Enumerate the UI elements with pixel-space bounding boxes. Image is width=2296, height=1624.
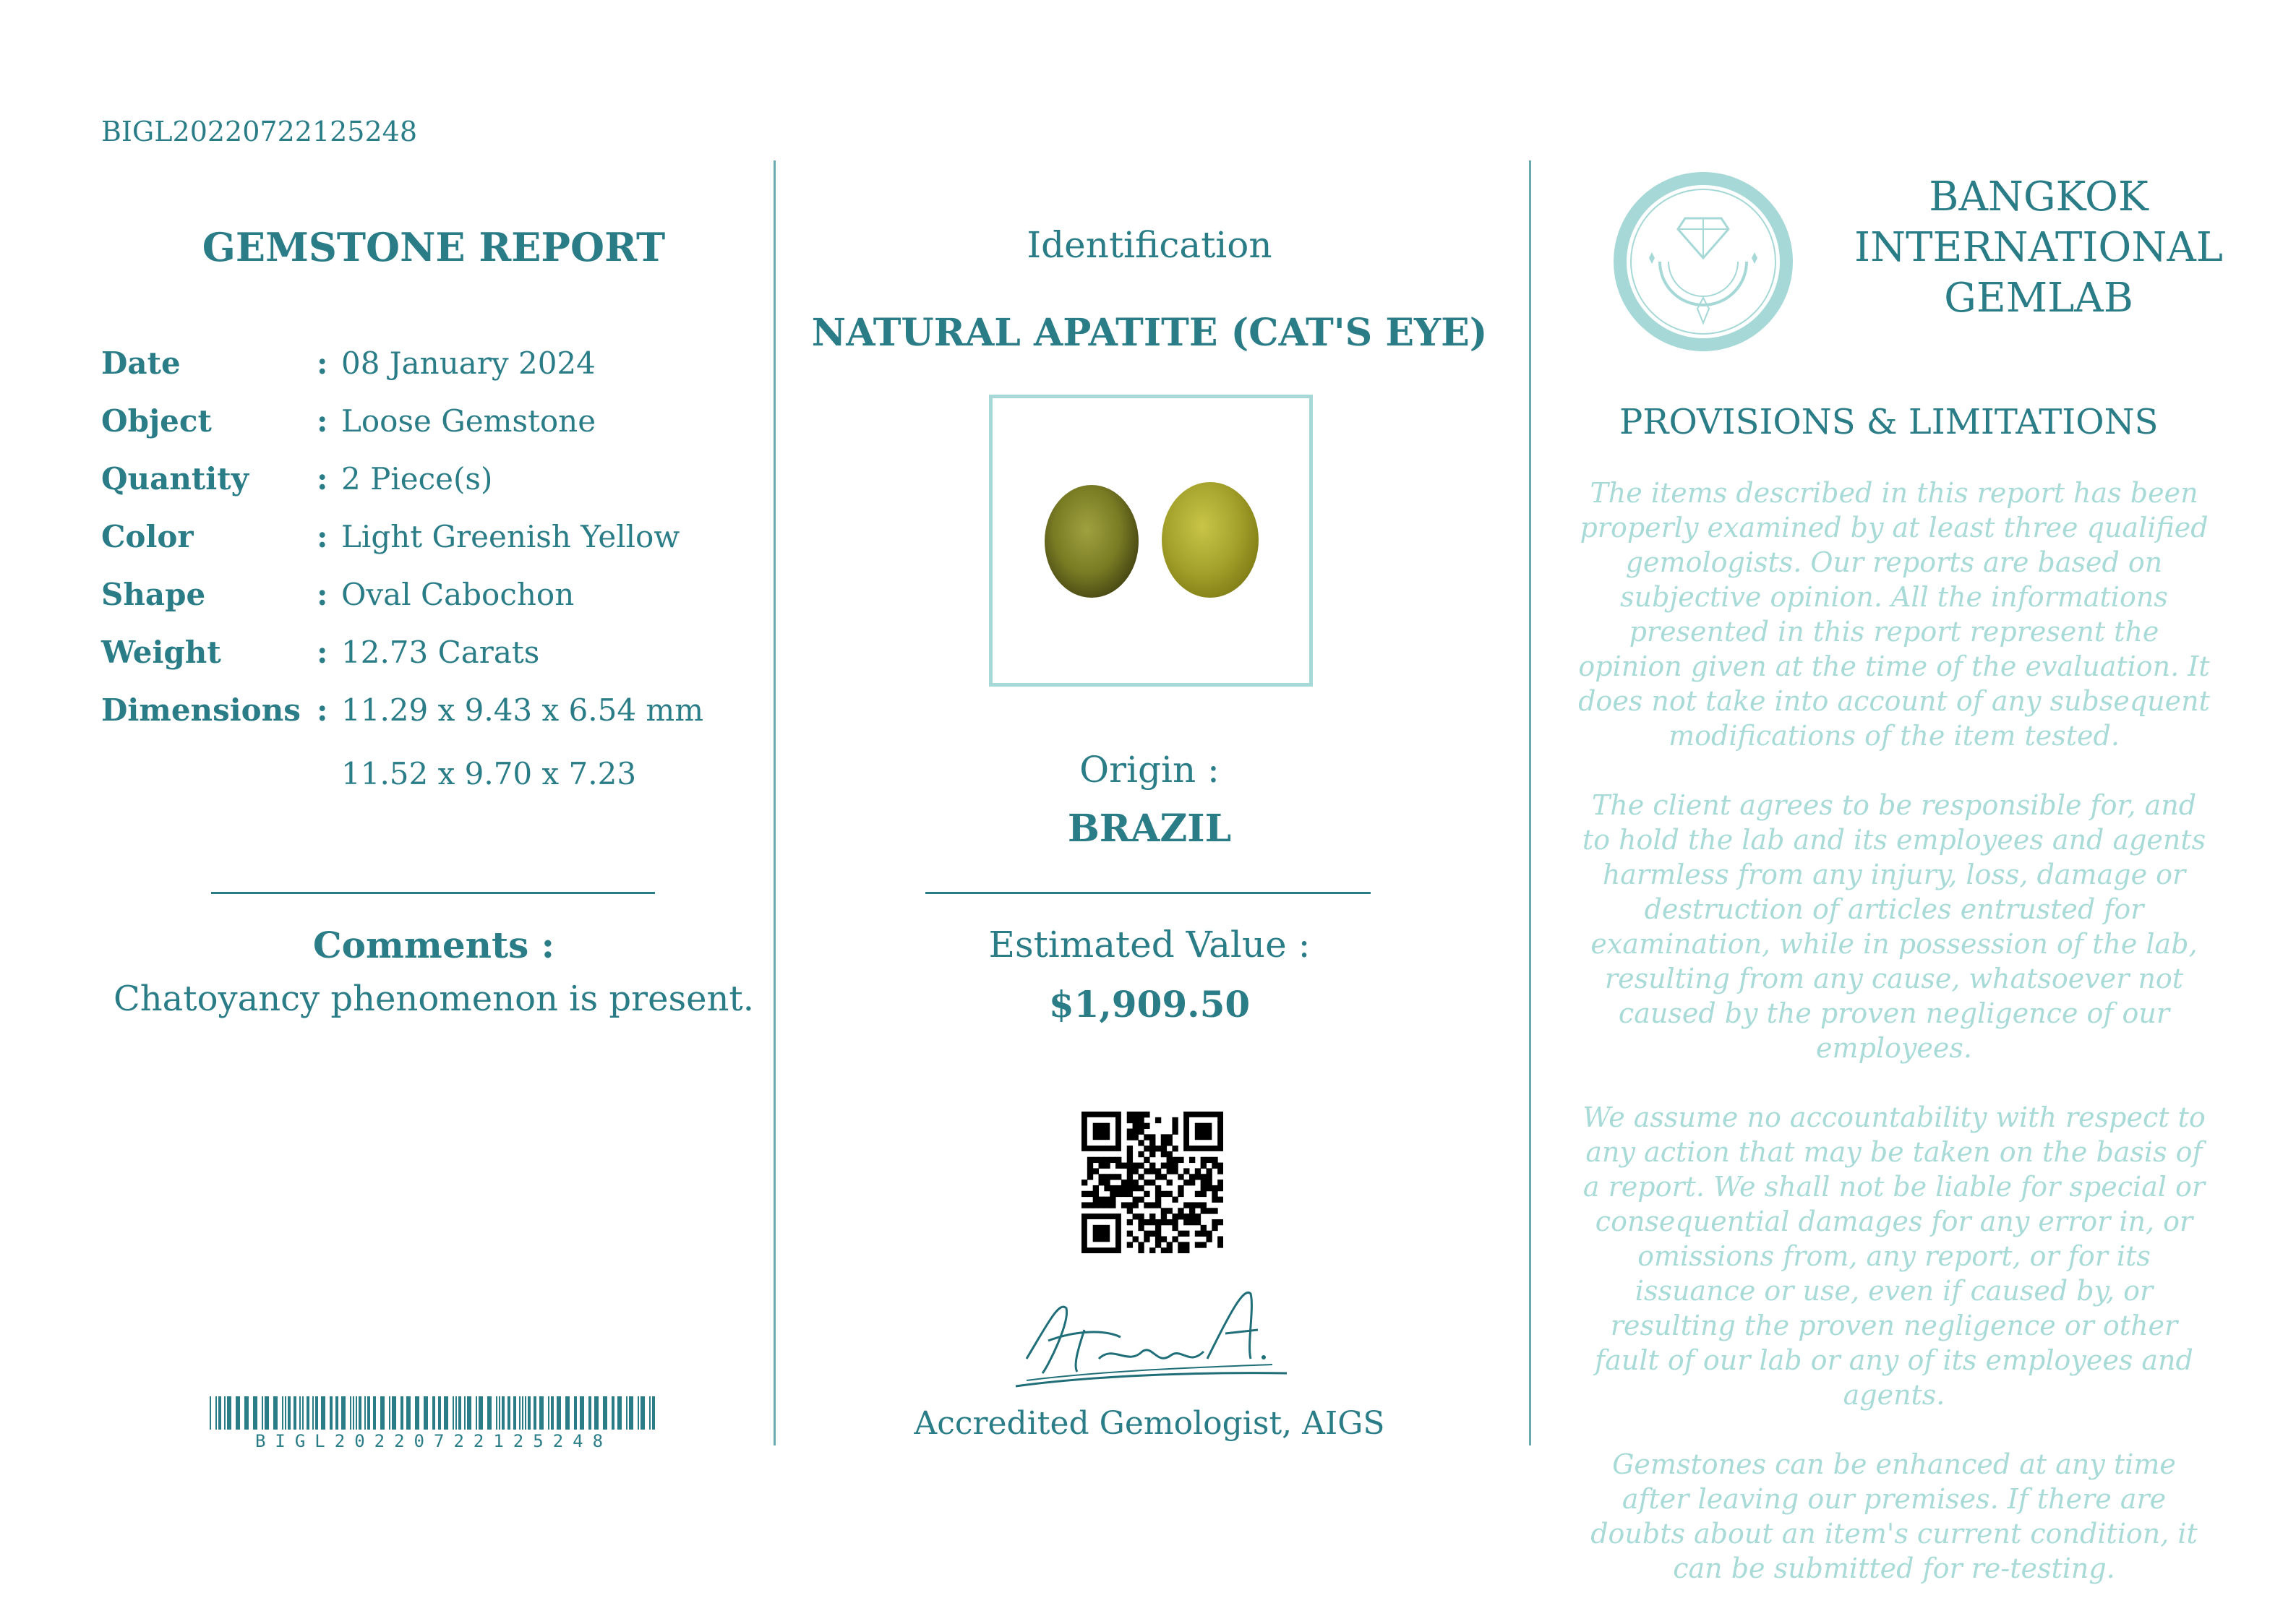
- lab-name-line-1: BANGKOK: [1929, 173, 2149, 220]
- gemstone-photo: [989, 395, 1313, 687]
- field-colon: :: [317, 403, 328, 439]
- field-value: 2 Piece(s): [341, 461, 493, 497]
- field-label: Date: [101, 345, 181, 381]
- field-value: 11.29 x 9.43 x 6.54 mm: [341, 692, 704, 728]
- field-value: 12.73 Carats: [341, 635, 540, 670]
- qr-code: [1081, 1112, 1223, 1253]
- field-colon: :: [317, 577, 328, 612]
- field-colon: :: [317, 345, 328, 381]
- barcode: [210, 1396, 658, 1430]
- provisions-paragraph-1: The items described in this report has been properly examined by at least three qualified gemologists. Our reports are based on subjective opinion. All the informations presented in this report represent the opinion given at the time of the evaluation. It does not take into account of any subsequent modifications of the item tested.: [1578, 477, 2210, 752]
- provisions-title: PROVISIONS & LIMITATIONS: [1619, 402, 2159, 442]
- signatory: Accredited Gemologist, AIGS: [914, 1405, 1385, 1442]
- field-colon: :: [317, 692, 328, 728]
- field-colon: :: [317, 635, 328, 670]
- dimensions-extra-value: 11.52 x 9.70 x 7.23: [341, 756, 637, 791]
- identification-label: Identification: [1027, 224, 1272, 266]
- provisions-paragraph-3: We assume no accountability with respect to any action that may be taken on the basis of a report. We shall not be liable for special or consequential damages for any error in, or omissions from, any report, or for its issuance or use, even if caused by, or resulting the proven negligence or other fault of our lab or any of its employees and agents.: [1582, 1101, 2206, 1411]
- field-label: Weight: [101, 635, 221, 670]
- provisions-text: [1576, 476, 2212, 1620]
- provisions-paragraph-2: The client agrees to be responsible for, and to hold the lab and its employees and agents harmless from any injury, loss, damage or destruction of articles entrusted for examination, while in possession of the lab, resulting from any cause, whatsoever not caused by the proven negligence of our employees.: [1582, 789, 2206, 1064]
- field-colon: :: [317, 519, 328, 554]
- provisions-paragraph-4: Gemstones can be enhanced at any time after leaving our premises. If there are doubts about an item's current condition, it can be submitted for re-testing.: [1590, 1448, 2198, 1584]
- lab-seal-logo: [1609, 168, 1797, 356]
- comments-divider: [211, 892, 655, 894]
- gemstone-right-image: [1162, 482, 1259, 598]
- barcode-digits: BIGL20220722125248: [254, 1431, 613, 1451]
- origin-value: BRAZIL: [1067, 807, 1232, 851]
- gemstone-left-image: [1045, 485, 1139, 598]
- field-value: 08 January 2024: [341, 345, 596, 381]
- divider-right: [1529, 160, 1531, 1445]
- field-label: Shape: [101, 577, 206, 612]
- field-value: Light Greenish Yellow: [341, 519, 680, 554]
- estimated-value: $1,909.50: [1048, 983, 1251, 1026]
- field-value: Loose Gemstone: [341, 403, 596, 439]
- field-colon: :: [317, 461, 328, 497]
- report-number: BIGL20220722125248: [101, 116, 417, 147]
- field-label: Color: [101, 519, 194, 554]
- identification-value: NATURAL APATITE (CAT'S EYE): [811, 311, 1488, 355]
- estimated-value-label: Estimated Value :: [988, 924, 1311, 966]
- report-title: GEMSTONE REPORT: [202, 224, 666, 270]
- field-label: Dimensions: [101, 692, 301, 728]
- origin-label: Origin :: [1079, 749, 1220, 791]
- field-label: Quantity: [101, 461, 249, 497]
- value-divider: [925, 892, 1371, 894]
- field-value: Oval Cabochon: [341, 577, 575, 612]
- comments-text: Chatoyancy phenomenon is present.: [113, 979, 754, 1019]
- field-label: Object: [101, 403, 212, 439]
- comments-label: Comments :: [312, 924, 555, 966]
- divider-left: [774, 160, 776, 1445]
- lab-name-line-3: GEMLAB: [1944, 275, 2133, 322]
- signature: [998, 1279, 1301, 1395]
- lab-name-line-2: INTERNATIONAL: [1854, 224, 2223, 271]
